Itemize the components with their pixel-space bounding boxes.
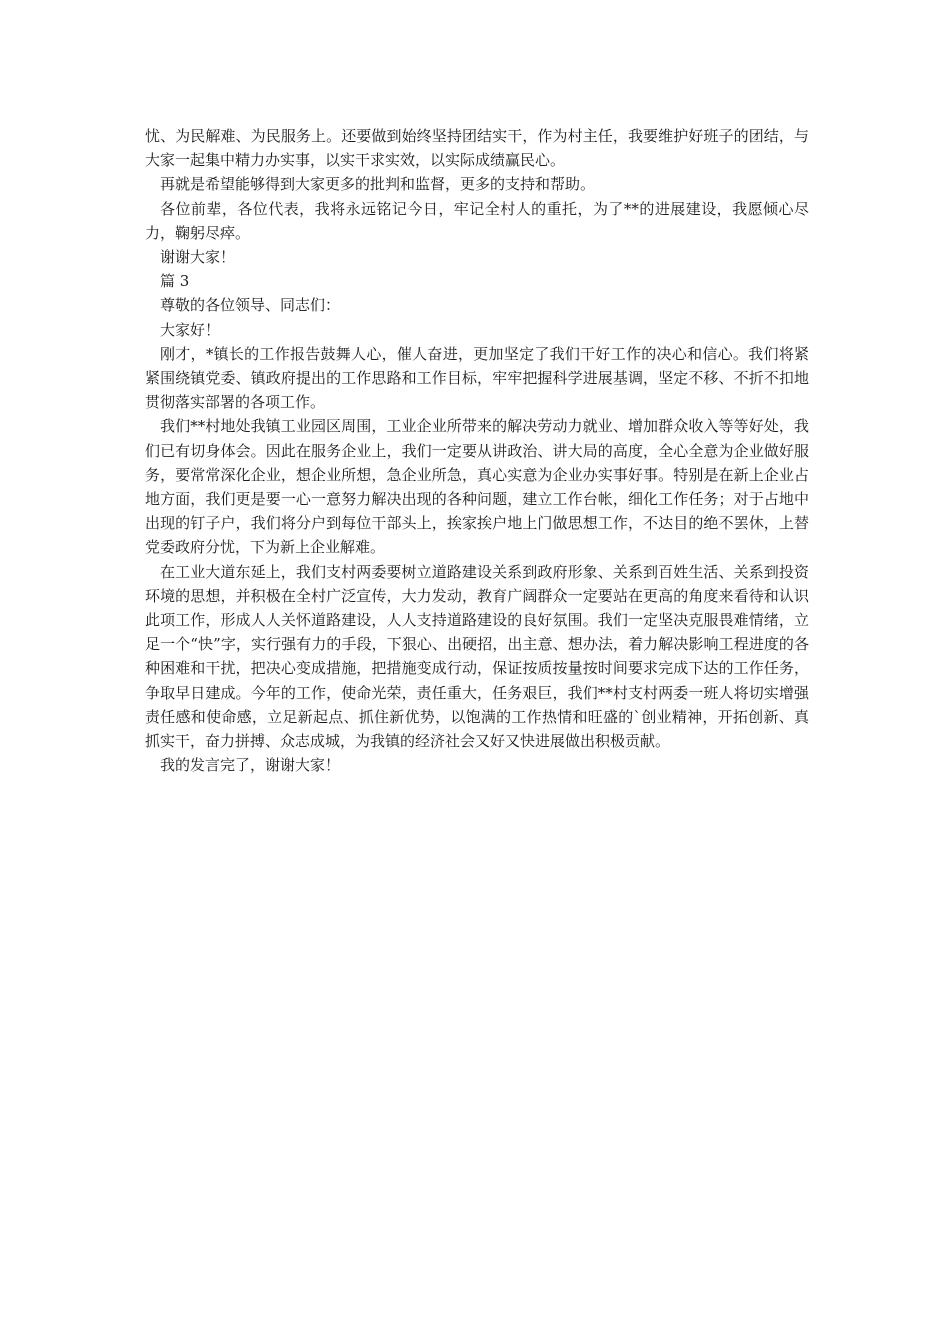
paragraph-2: 再就是希望能够得到大家更多的批判和监督，更多的支持和帮助。 — [160, 175, 596, 194]
paragraph-9: 我们**村地处我镇工业园区周围，工业企业所带来的解决劳动力就业、增加群众收入等等好处，我们已有切身体会。因此在服务企业上，我们一定要从讲政治、讲大局的高度，全心全意为企业做好服务，要常常深化企业，想企业所想，急企业所急，真心实意为企业办实事好事。特别是在新上企业占地方面，我们更是要一心一意努力解决出现的各种问题，建立工作台帐，细化工作任务；对于占地中出现的钉子户，我们将分户到每位干部头上，挨家挨户地上门做思想工作，不达目的绝不罢休，上替党委政府分忧，下为新上企业解难。 — [145, 417, 809, 557]
paragraph-3: 各位前辈，各位代表，我将永远铭记今日，牢记全村人的重托，为了**的进展建设，我愿倾心尽力，鞠躬尽瘁。 — [145, 199, 809, 242]
greeting: 大家好！ — [160, 320, 221, 339]
paragraph-1: 忧、为民解难、为民服务上。还要做到始终坚持团结实干，作为村主任，我要维护好班子的团结，与大家一起集中精力办实事，以实干求实效，以实际成绩赢民心。 — [145, 127, 809, 170]
closing: 我的发言完了，谢谢大家！ — [160, 756, 341, 775]
paragraph-4: 谢谢大家！ — [160, 248, 236, 267]
salutation: 尊敬的各位领导、同志们： — [160, 296, 341, 315]
paragraph-10: 在工业大道东延上，我们支村两委要树立道路建设关系到政府形象、关系到百姓生活、关系到投资环境的思想，并积极在全村广泛宣传，大力发动，教育广阔群众一定要站在更高的角度来看待和认识此项工作，形成人人关怀道路建设，人人支持道路建设的良好氛围。我们一定坚决克服畏难情绪，立足一个“快”字，实行强有力的手段，下狠心、出硬招，出主意、想办法，着力解决影响工程进度的各种困难和干扰，把决心变成措施，把措施变成行动，保证按质按量按时间要求完成下达的工作任务，争取早日建成。今年的工作，使命光荣，责任重大，任务艰巨，我们**村支村两委一班人将切实增强责任感和使命感，立足新起点、抓住新优势，以饱满的工作热情和旺盛的`创业精神，开拓创新、真抓实干，奋力拼搏、众志成城，为我镇的经济社会又好又快进展做出积极贡献。 — [145, 562, 809, 751]
section-heading: 篇 3 — [160, 272, 190, 291]
paragraph-8: 刚才，*镇长的工作报告鼓舞人心，催人奋进，更加坚定了我们干好工作的决心和信心。我们将紧紧围绕镇党委、镇政府提出的工作思路和工作目标，牢牢把握科学进展基调，坚定不移、不折不扣地贯彻落实部署的各项工作。 — [145, 344, 809, 412]
document-body — [145, 124, 809, 777]
